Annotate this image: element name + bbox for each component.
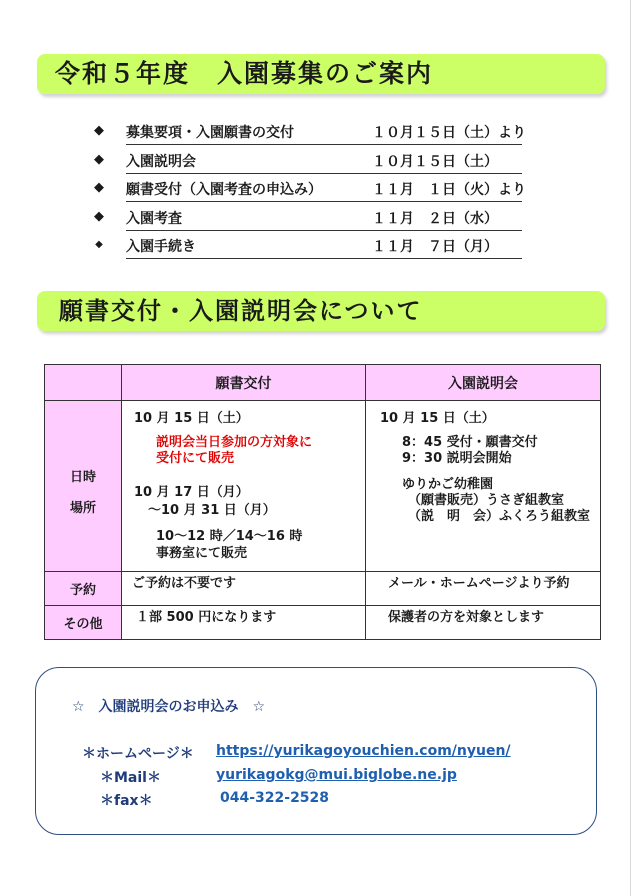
table-row — [45, 572, 601, 606]
diamond-bullet-icon: ◆ — [94, 180, 104, 195]
application-reservation: ご予約は不要です — [122, 572, 366, 606]
list-item — [90, 234, 570, 263]
list-item — [90, 206, 570, 235]
table-corner-cell — [45, 365, 122, 401]
briefing-other: 保護者の方を対象とします — [366, 606, 601, 640]
schedule-item: 入園考査 — [126, 208, 522, 231]
briefing-room: （願書販売）うさぎ組教室 — [408, 493, 565, 508]
schedule-date: １１月 １日（火）より — [372, 182, 526, 198]
schedule-date: １０月１５日（土） — [372, 153, 498, 170]
application-date: 10 月 15 日（土） — [134, 411, 249, 426]
contact-box — [35, 667, 597, 835]
fax-row — [100, 790, 153, 810]
diamond-bullet-icon: ◆ — [94, 208, 104, 224]
schedule-date: １１月 ２日（水） — [372, 210, 498, 227]
application-place: 事務室にて販売 — [156, 546, 248, 561]
homepage-link[interactable]: https://yurikagoyouchien.com/nyuen/ — [216, 743, 511, 759]
row-label-datetime: 日時 — [69, 470, 96, 485]
mail-link[interactable]: yurikagokg@mui.biglobe.ne.jp — [216, 767, 457, 783]
schedule-list — [90, 120, 570, 263]
table-row — [45, 401, 601, 572]
application-note: 説明会当日参加の方対象に — [156, 435, 313, 450]
page-title: 令和５年度 入園募集のご案内 — [37, 54, 605, 94]
row-label-reservation: 予約 — [45, 572, 122, 606]
list-item — [90, 120, 570, 149]
schedule-item: 募集要項・入園願書の交付 — [126, 122, 522, 145]
application-note: 受付にて販売 — [156, 451, 235, 466]
briefing-room: （説 明 会）ふくろう組教室 — [408, 509, 591, 524]
fax-number: 044-322-2528 — [220, 790, 330, 806]
schedule-date: １０月１５日（土）より — [372, 125, 526, 141]
schedule-item: 入園説明会 — [126, 151, 522, 174]
schedule-date: １１月 ７日（月） — [372, 239, 498, 255]
homepage-label: ＊ホームページ＊ — [82, 746, 194, 762]
briefing-place: ゆりかご幼稚園 — [402, 477, 494, 492]
page-edge-divider — [630, 0, 631, 896]
table-row — [45, 606, 601, 640]
diamond-bullet-icon: ◆ — [95, 239, 103, 250]
mail-label: ＊Mail＊ — [100, 770, 161, 786]
diamond-bullet-icon: ◆ — [94, 151, 104, 167]
briefing-time: 9：30 説明会開始 — [402, 451, 512, 466]
row-label-datetime-place — [45, 401, 122, 572]
row-label-other: その他 — [45, 606, 122, 640]
mail-row — [100, 767, 161, 787]
row-label-place: 場所 — [69, 501, 96, 516]
contact-title: ☆ 入園説明会のお申込み ☆ — [72, 699, 266, 715]
application-details-cell — [122, 401, 366, 572]
diamond-bullet-icon: ◆ — [94, 123, 104, 138]
homepage-row — [216, 743, 511, 759]
briefing-date: 10 月 15 日（土） — [380, 411, 495, 426]
column-header-application: 願書交付 — [122, 365, 366, 401]
list-item — [90, 177, 570, 206]
column-header-briefing: 入園説明会 — [366, 365, 601, 401]
schedule-item: 願書受付（入園考査の申込み） — [126, 179, 522, 202]
fax-label: ＊fax＊ — [100, 793, 153, 809]
list-item — [90, 149, 570, 178]
application-hours: 10～12 時／14～16 時 — [156, 529, 303, 544]
briefing-details-cell — [366, 401, 601, 572]
info-table — [44, 364, 601, 640]
briefing-reservation: メール・ホームページより予約 — [366, 572, 601, 606]
application-other: １部 500 円になります — [122, 606, 366, 640]
table-header-row — [45, 365, 601, 401]
briefing-time: 8：45 受付・願書交付 — [402, 435, 538, 450]
application-period-start: 10 月 17 日（月） — [134, 485, 249, 500]
fax-row — [220, 790, 329, 806]
section-heading: 願書交付・入園説明会について — [37, 291, 605, 331]
application-period-end: ～10 月 31 日（月） — [148, 503, 276, 518]
schedule-item: 入園手続き — [126, 236, 522, 259]
mail-row — [216, 767, 457, 783]
homepage-row — [82, 743, 194, 763]
